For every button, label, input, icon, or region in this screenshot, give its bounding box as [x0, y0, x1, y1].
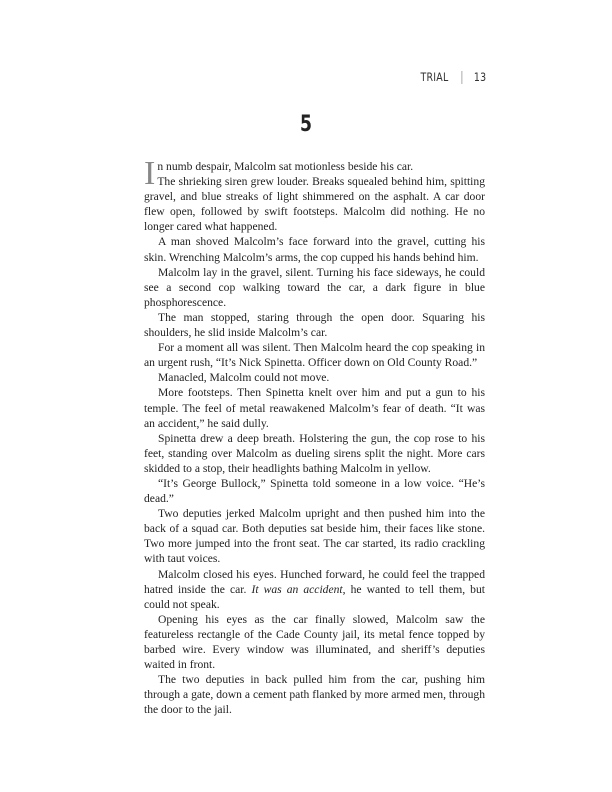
page-number: 13 [473, 70, 486, 84]
paragraph: A man shoved Malcolm’s face forward into the gravel, cutting his skin. Wrenching Malcolm’s arms, the cop cupped his hands behind him. [144, 235, 485, 264]
paragraph: Malcolm lay in the gravel, silent. Turning his face sideways, he could see a second cop walking toward the car, a dark figure in blue phosphorescence. [144, 265, 485, 309]
running-head [420, 70, 486, 84]
paragraph [144, 155, 485, 192]
paragraph [144, 567, 485, 612]
paragraph: For a moment all was silent. Then Malcolm heard the cop speaking in an urgent rush, “It’s Nick Spinetta. Officer down on Old County Road.” [144, 341, 485, 370]
italic-thought: It was an accident [251, 582, 343, 596]
paragraph: “It’s George Bullock,” Spinetta told someone in a low voice. “He’s dead.” [144, 476, 485, 506]
paragraph: Opening his eyes as the car finally slowed, Malcolm saw the featureless rectangle of the Cade County jail, its metal fence topped by barbed wire. Every window was illuminated, and sheriff’s deputies waited in front. [144, 612, 485, 672]
paragraph: The man stopped, staring through the open door. Squaring his shoulders, he slid inside Malcolm’s car. [144, 310, 485, 340]
paragraph: Manacled, Malcolm could not move. [158, 371, 330, 385]
paragraph: More footsteps. Then Spinetta knelt over him and put a gun to his temple. The feel of metal reawakened Malcolm’s fear of death. “It was an accident,” he said dully. [144, 386, 485, 430]
paragraph-text: , he wanted to tell them, but could not speak. [144, 582, 485, 611]
drop-cap: I [144, 155, 156, 192]
paragraph-text: n numb despair, Malcolm sat motionless beside his car. [157, 160, 414, 173]
running-head-divider [461, 71, 462, 84]
chapter-body [144, 155, 485, 717]
running-head-section: TRIAL [420, 70, 449, 84]
chapter-number: 5 [300, 112, 312, 137]
paragraph: Spinetta drew a deep breath. Holstering the gun, the cop rose to his feet, standing over Malcolm as dueling sirens split the night. More cars skidded to a stop, their headlights bathing Malcolm in yellow. [144, 431, 485, 475]
paragraph: Two deputies jerked Malcolm upright and then pushed him into the back of a squad car. Both deputies sat beside him, their faces like stone. Two more jumped into the front seat. The car started, its radio crackling with taut voices. [144, 507, 485, 566]
paragraph-text: Malcolm closed his eyes. Hunched forward, he could feel the trapped hatred inside the car. [144, 567, 485, 596]
paragraph: The shrieking siren grew louder. Breaks squealed behind him, spitting gravel, and blue streaks of light shimmered on the asphalt. A car door flew open, followed by swift footsteps. Malcolm did nothing. He no longer cared what happened. [144, 175, 485, 234]
paragraph: The two deputies in back pulled him from the car, pushing him through a gate, down a cement path flanked by more armed men, through the door to the jail. [144, 673, 485, 717]
